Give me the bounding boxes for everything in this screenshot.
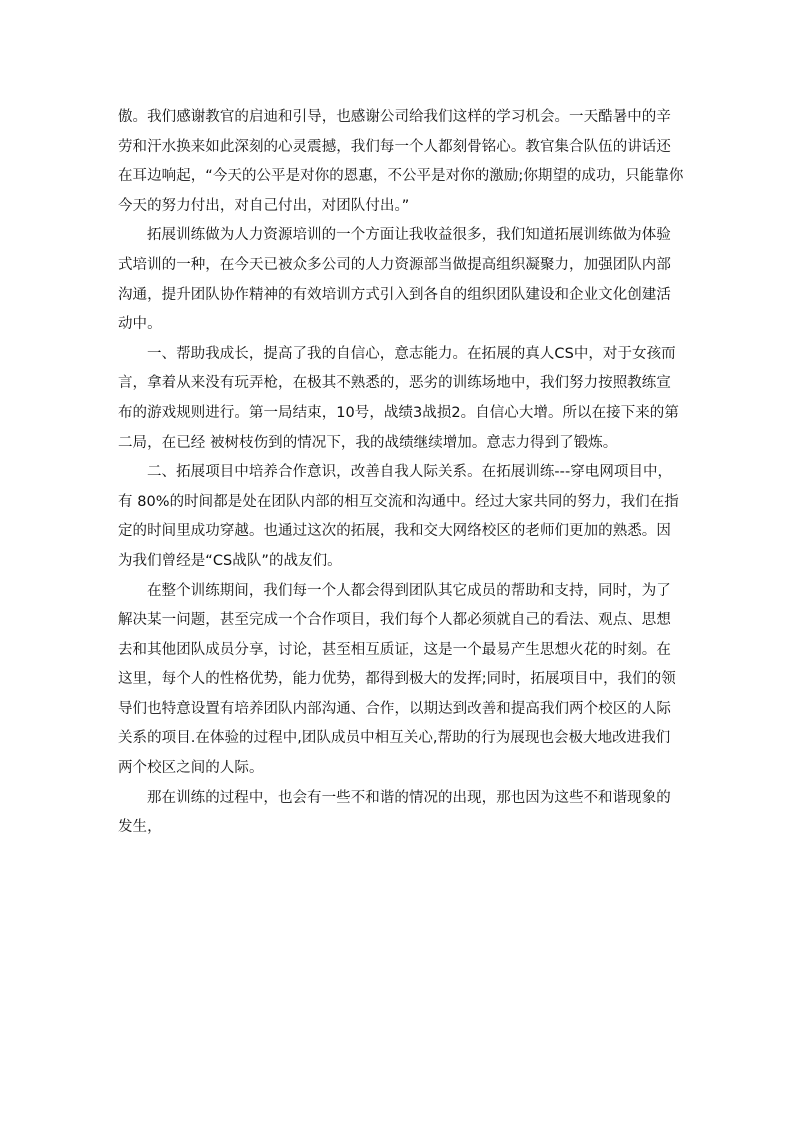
paragraph-3: 一、帮助我成长，提高了我的自信心，意志能力。在拓展的真人CS中，对于女孩而言，拿着从来没有玩弄枪，在极其不熟悉的，恶劣的训练场地中，我们努力按照教练宣布的游戏规则进行。第一局结束，10号，战绩3战损2。自信心大增。所以在接下来的第二局，在已经 被树枝伤到的情况下，我的战绩继续增加。意志力得到了锻炼。 bbox=[118, 345, 679, 451]
paragraph-4: 二、拓展项目中培养合作意识，改善自我人际关系。在拓展训练---穿电网项目中，有 80%的时间都是处在团队内部的相互交流和沟通中。经过大家共同的努力，我们在指定的时间里成功穿越。也通过这次的拓展，我和交大网络校区的老师们更加的熟悉。因为我们曾经是“CS战队”的战友们。 bbox=[118, 464, 679, 569]
paragraph-6: 那在训练的过程中，也会有一些不和谐的情况的出现，那也因为这些不和谐现象的发生， bbox=[118, 789, 671, 836]
paragraph-5: 在整个训练期间，我们每一个人都会得到团队其它成员的帮助和支持，同时，为了解决某一问题，甚至完成一个合作项目，我们每个人都必须就自己的看法、观点、思想去和其他团队成员分享，讨论，甚至相互质证，这是一个最易产生思想火花的时刻。在这里，每个人的性格优势，能力优势，都得到极大的发挥;同时，拓展项目中，我们的领导们也特意设置有培养团队内部沟通、合作，以期达到改善和提高我们两个校区的人际关系的项目.在体验的过程中,团队成员中相互关心,帮助的行为展现也会极大地改进我们两个校区之间的人际。 bbox=[118, 582, 676, 777]
paragraph-1: 傲。我们感谢教官的启迪和引导，也感谢公司给我们这样的学习机会。一天酷暑中的辛劳和汗水换来如此深刻的心灵震撼，我们每一个人都刻骨铭心。教官集合队伍的讲话还在耳边响起，“今天的公平是对你的恩惠，不公平是对你的激励;你期望的成功，只能靠你今天的努力付出，对自己付出，对团队付出。” bbox=[118, 109, 684, 214]
document-body bbox=[118, 103, 684, 843]
paragraph-2: 拓展训练做为人力资源培训的一个方面让我收益很多，我们知道拓展训练做为体验式培训的一种，在今天已被众多公司的人力资源部当做提高组织凝聚力，加强团队内部沟通，提升团队协作精神的有效培训方式引入到各自的组织团队建设和企业文化创建活动中。 bbox=[118, 227, 671, 333]
